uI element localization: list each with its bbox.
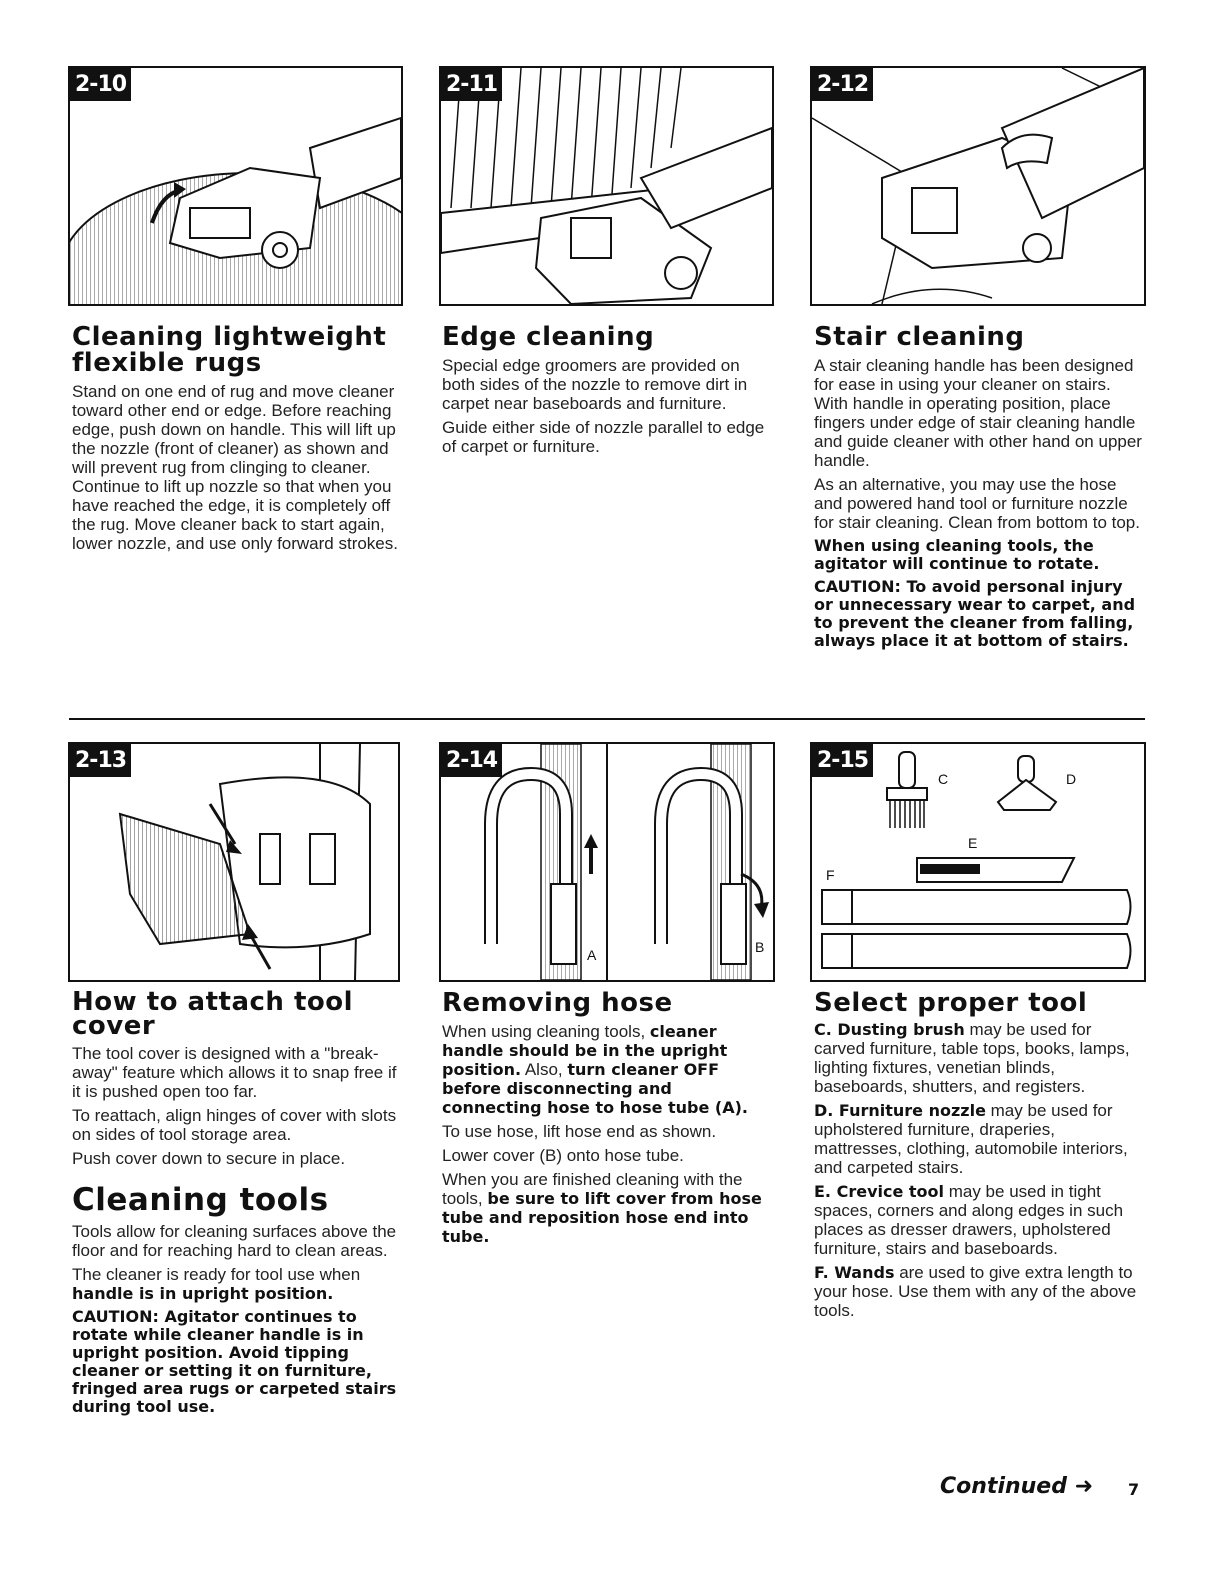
stair-title: Stair cleaning xyxy=(814,322,1025,352)
callout-f: F xyxy=(826,867,835,883)
tools-caution: CAUTION: Agitator continues to rotate while cleaner handle is in upright position. Avoid tipping cleaner or setting it on furniture, fringed area rugs or carpeted stairs during tool use. xyxy=(72,1307,397,1416)
cleaning-tools-illustration xyxy=(812,744,1144,980)
select-c xyxy=(814,1020,1140,1096)
attach-paragraph-3: Push cover down to secure in place. xyxy=(72,1149,346,1168)
page-number: 7 xyxy=(1128,1480,1140,1499)
select-title: Select proper tool xyxy=(814,988,1088,1018)
figure-label: 2-11 xyxy=(441,68,502,101)
callout-d: D xyxy=(1066,771,1077,787)
select-d-text: may be used for upholstered furniture, draperies, mattresses, clothing, automobile interiors, and carpeted stairs. xyxy=(814,1101,1128,1177)
select-d xyxy=(814,1101,1140,1177)
tools-paragraph-2 xyxy=(72,1265,402,1303)
figure-2-10 xyxy=(68,66,403,306)
select-e-label: E. Crevice tool xyxy=(814,1182,944,1201)
figure-label: 2-10 xyxy=(70,68,131,101)
figure-2-12 xyxy=(810,66,1146,306)
select-e xyxy=(814,1182,1140,1258)
stair-note: When using cleaning tools, the agitator will continue to rotate. xyxy=(814,536,1100,573)
hose-p1-d: turn cleaner OFF before disconnecting and connecting hose to hose tube (A). xyxy=(442,1060,749,1117)
hose-p1-c: Also, xyxy=(521,1060,568,1079)
select-f-text: are used to give extra length to your hose. Use them with any of the above tools. xyxy=(814,1263,1137,1320)
rugs-paragraph: Stand on one end of rug and move cleaner toward other end or edge. Before reaching edge, push down on handle. This will lift up the nozzle (front of cleaner) as shown and will prevent rug from clinging to cleaner. Continue to lift up nozzle so that when you have reached the edge, it is completely off the rug. Move cleaner back to start again, lower nozzle, and use only forward strokes. xyxy=(72,382,398,553)
tools-paragraph-1: Tools allow for cleaning surfaces above the floor and for reaching hard to clean areas. xyxy=(72,1222,397,1260)
rug-lifting-illustration xyxy=(70,68,401,304)
attach-paragraph-1: The tool cover is designed with a "break-away" feature which allows it to snap free if it is pushed open too far. xyxy=(72,1044,397,1101)
continued-label xyxy=(940,1474,1093,1499)
select-f-label: F. Wands xyxy=(814,1263,895,1282)
callout-a: A xyxy=(587,947,597,963)
hose-removal-illustration xyxy=(441,744,773,980)
figure-2-14 xyxy=(439,742,775,982)
tools-title: Cleaning tools xyxy=(72,1182,329,1218)
edge-section xyxy=(442,324,767,461)
callout-b: B xyxy=(755,939,765,955)
figure-2-13 xyxy=(68,742,400,982)
callout-e: E xyxy=(968,835,978,851)
select-f xyxy=(814,1263,1140,1320)
hose-section xyxy=(442,990,770,1251)
figure-label: 2-15 xyxy=(812,744,873,777)
select-c-label: C. Dusting brush xyxy=(814,1020,965,1039)
section-divider xyxy=(69,718,1145,720)
callout-c: C xyxy=(938,771,949,787)
figure-2-11 xyxy=(439,66,774,306)
hose-p4-b: be sure to lift cover from hose tube and reposition hose end into tube. xyxy=(442,1189,762,1246)
edge-title: Edge cleaning xyxy=(442,322,655,352)
tools-p2-bold: handle is in upright position. xyxy=(72,1284,334,1303)
hose-paragraph-4 xyxy=(442,1170,770,1246)
stair-paragraph-2: As an alternative, you may use the hose and powered hand tool or furniture nozzle for stair cleaning. Clean from bottom to top. xyxy=(814,475,1140,532)
select-d-label: D. Furniture nozzle xyxy=(814,1101,986,1120)
hose-paragraph-2: To use hose, lift hose end as shown. xyxy=(442,1122,717,1141)
stair-paragraph-1: A stair cleaning handle has been designed for ease in using your cleaner on stairs. With handle in operating position, place fingers under edge of stair cleaning handle and guide cleaner with other hand on upper handle. xyxy=(814,356,1142,470)
edge-paragraph-2: Guide either side of nozzle parallel to edge of carpet or furniture. xyxy=(442,418,765,456)
rugs-title: Cleaning lightweight flexible rugs xyxy=(72,322,387,378)
figure-label: 2-12 xyxy=(812,68,873,101)
select-c-text: may be used for carved furniture, table tops, books, lamps, lighting fixtures, venetian blinds, baseboards, shutters, and registers. xyxy=(814,1020,1130,1096)
hose-paragraph-1 xyxy=(442,1022,770,1117)
tools-p2-text: The cleaner is ready for tool use when xyxy=(72,1265,361,1284)
attach-title: How to attach tool cover xyxy=(72,987,354,1041)
hose-p4-a: When you are finished cleaning with the tools, xyxy=(442,1170,743,1208)
edge-paragraph-1: Special edge groomers are provided on both sides of the nozzle to remove dirt in carpet near baseboards and furniture. xyxy=(442,356,748,413)
stair-caution: CAUTION: To avoid personal injury or unnecessary wear to carpet, and to prevent the cleaner from falling, always place it at bottom of stairs. xyxy=(814,577,1136,650)
tool-cover-illustration xyxy=(70,744,398,980)
edge-cleaning-illustration xyxy=(441,68,772,304)
hose-title: Removing hose xyxy=(442,988,673,1018)
rugs-section xyxy=(72,324,402,558)
hose-paragraph-3: Lower cover (B) onto hose tube. xyxy=(442,1146,684,1165)
continued-text: Continued xyxy=(940,1474,1067,1499)
figure-label: 2-14 xyxy=(441,744,502,777)
attach-section xyxy=(72,987,402,1421)
select-e-text: may be used in tight spaces, corners and along edges in such places as dresser drawers, upholstered furniture, stairs and baseboards. xyxy=(814,1182,1124,1258)
stair-cleaning-illustration xyxy=(812,68,1144,304)
arrow-right-icon: ➜ xyxy=(1074,1474,1094,1499)
figure-label: 2-13 xyxy=(70,744,131,777)
figure-2-15 xyxy=(810,742,1146,982)
stair-section xyxy=(814,324,1144,655)
attach-paragraph-2: To reattach, align hinges of cover with slots on sides of tool storage area. xyxy=(72,1106,397,1144)
select-section xyxy=(814,990,1140,1325)
hose-p1-b: cleaner handle should be in the upright position. xyxy=(442,1022,728,1079)
hose-p1-a: When using cleaning tools, xyxy=(442,1022,650,1041)
